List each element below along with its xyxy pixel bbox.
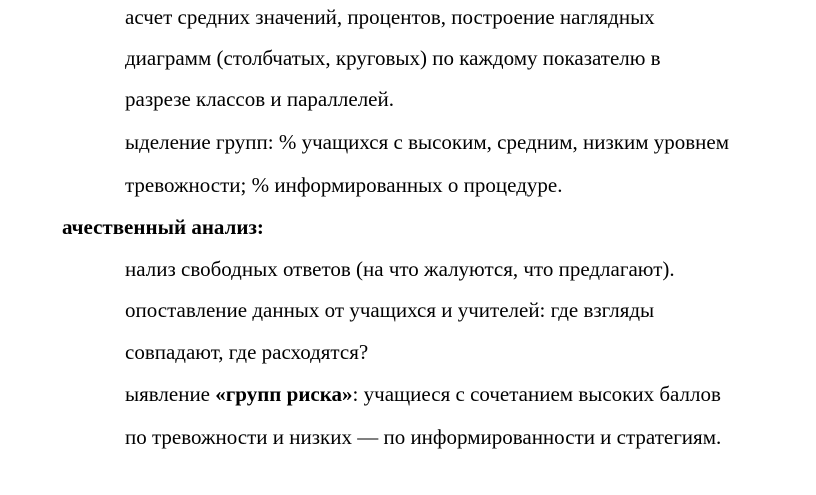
risk-groups-bold: «групп риска» bbox=[215, 382, 353, 406]
text-line-views: совпадают, где расходятся? bbox=[125, 340, 369, 364]
text-line-diagrams: диаграмм (столбчатых, круговых) по каждому показателю в bbox=[125, 46, 661, 70]
risk-prefix: ыявление bbox=[125, 382, 216, 406]
text-line-calc: асчет средних значений, процентов, построение наглядных bbox=[125, 5, 655, 29]
text-line-anxiety: тревожности; % информированных о процедуре. bbox=[125, 173, 563, 197]
text-line-free-answers: нализ свободных ответов (на что жалуются, что предлагают). bbox=[125, 257, 675, 281]
text-line-groups: ыделение групп: % учащихся с высоким, средним, низким уровнем bbox=[125, 130, 729, 154]
risk-suffix: : учащиеся с сочетанием высоких баллов bbox=[352, 382, 721, 406]
text-line-comparison: опоставление данных от учащихся и учителей: где взгляды bbox=[125, 298, 655, 322]
text-line-risk-groups bbox=[125, 381, 721, 407]
text-line-last: по тревожности и низких — по информированности и стратегиям. bbox=[125, 425, 722, 449]
section-heading-qualitative: ачественный анализ: bbox=[62, 215, 264, 239]
text-line-classes: разрезе классов и параллелей. bbox=[125, 87, 394, 111]
